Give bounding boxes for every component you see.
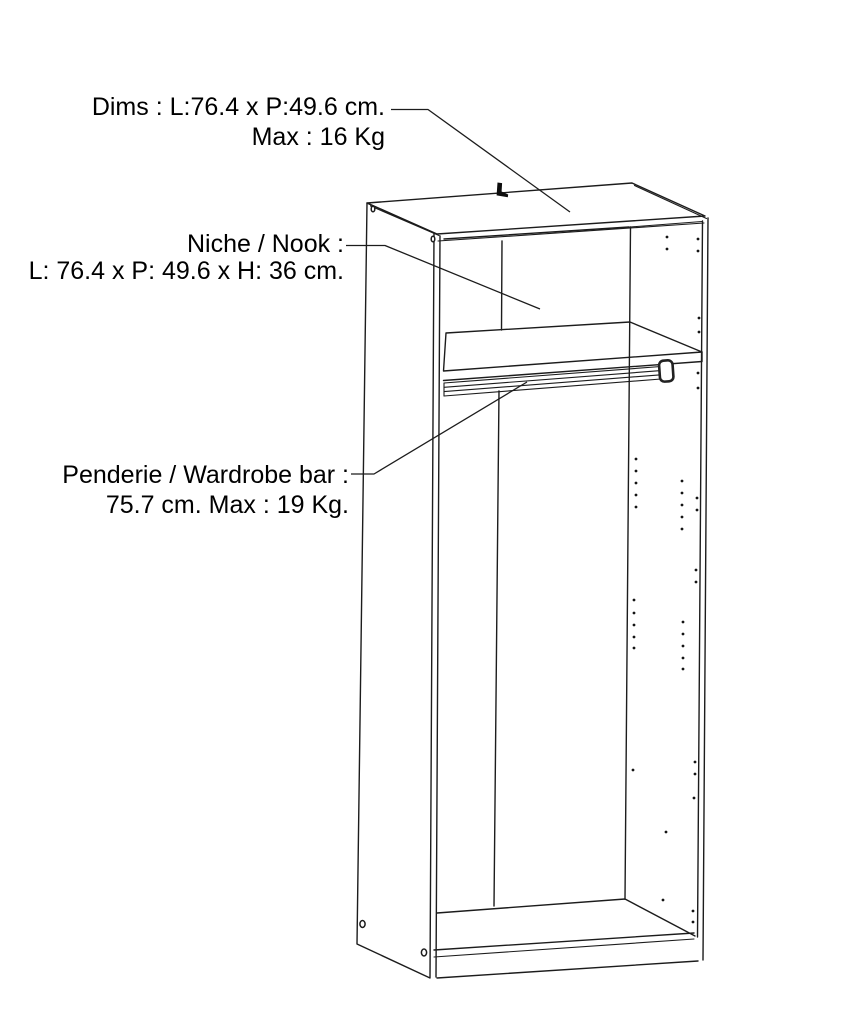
niche-leader-line xyxy=(346,246,540,310)
overall-dims-annotation xyxy=(92,92,385,152)
cam-hole xyxy=(421,949,426,956)
wardrobe-bar-line1: Penderie / Wardrobe bar : xyxy=(62,461,349,489)
right-side-panel xyxy=(698,218,709,960)
cam-hole xyxy=(360,921,365,928)
overall-dims-line1: Dims : L:76.4 x P:49.6 cm. xyxy=(91,93,385,121)
overall-dims-line2: Max : 16 Kg xyxy=(251,123,385,151)
back-panel xyxy=(444,222,702,907)
left-side-panel xyxy=(357,203,440,978)
bar-end-bracket xyxy=(659,360,674,382)
dims-leader-line xyxy=(391,110,570,213)
cam-screw xyxy=(371,206,375,212)
drill-holes xyxy=(633,237,699,922)
wardrobe-bar-annotation xyxy=(62,460,349,520)
niche-line1: Niche / Nook : xyxy=(186,230,344,258)
top-fixing-hook-icon xyxy=(497,183,509,198)
bottom-panel-and-plinth xyxy=(434,899,698,978)
niche-annotation xyxy=(29,231,344,285)
wardrobe-bar-line2: 75.7 cm. Max : 19 Kg. xyxy=(105,491,349,519)
cam-screw xyxy=(431,236,435,242)
niche-line2: L: 76.4 x P: 49.6 x H: 36 cm. xyxy=(28,257,344,285)
